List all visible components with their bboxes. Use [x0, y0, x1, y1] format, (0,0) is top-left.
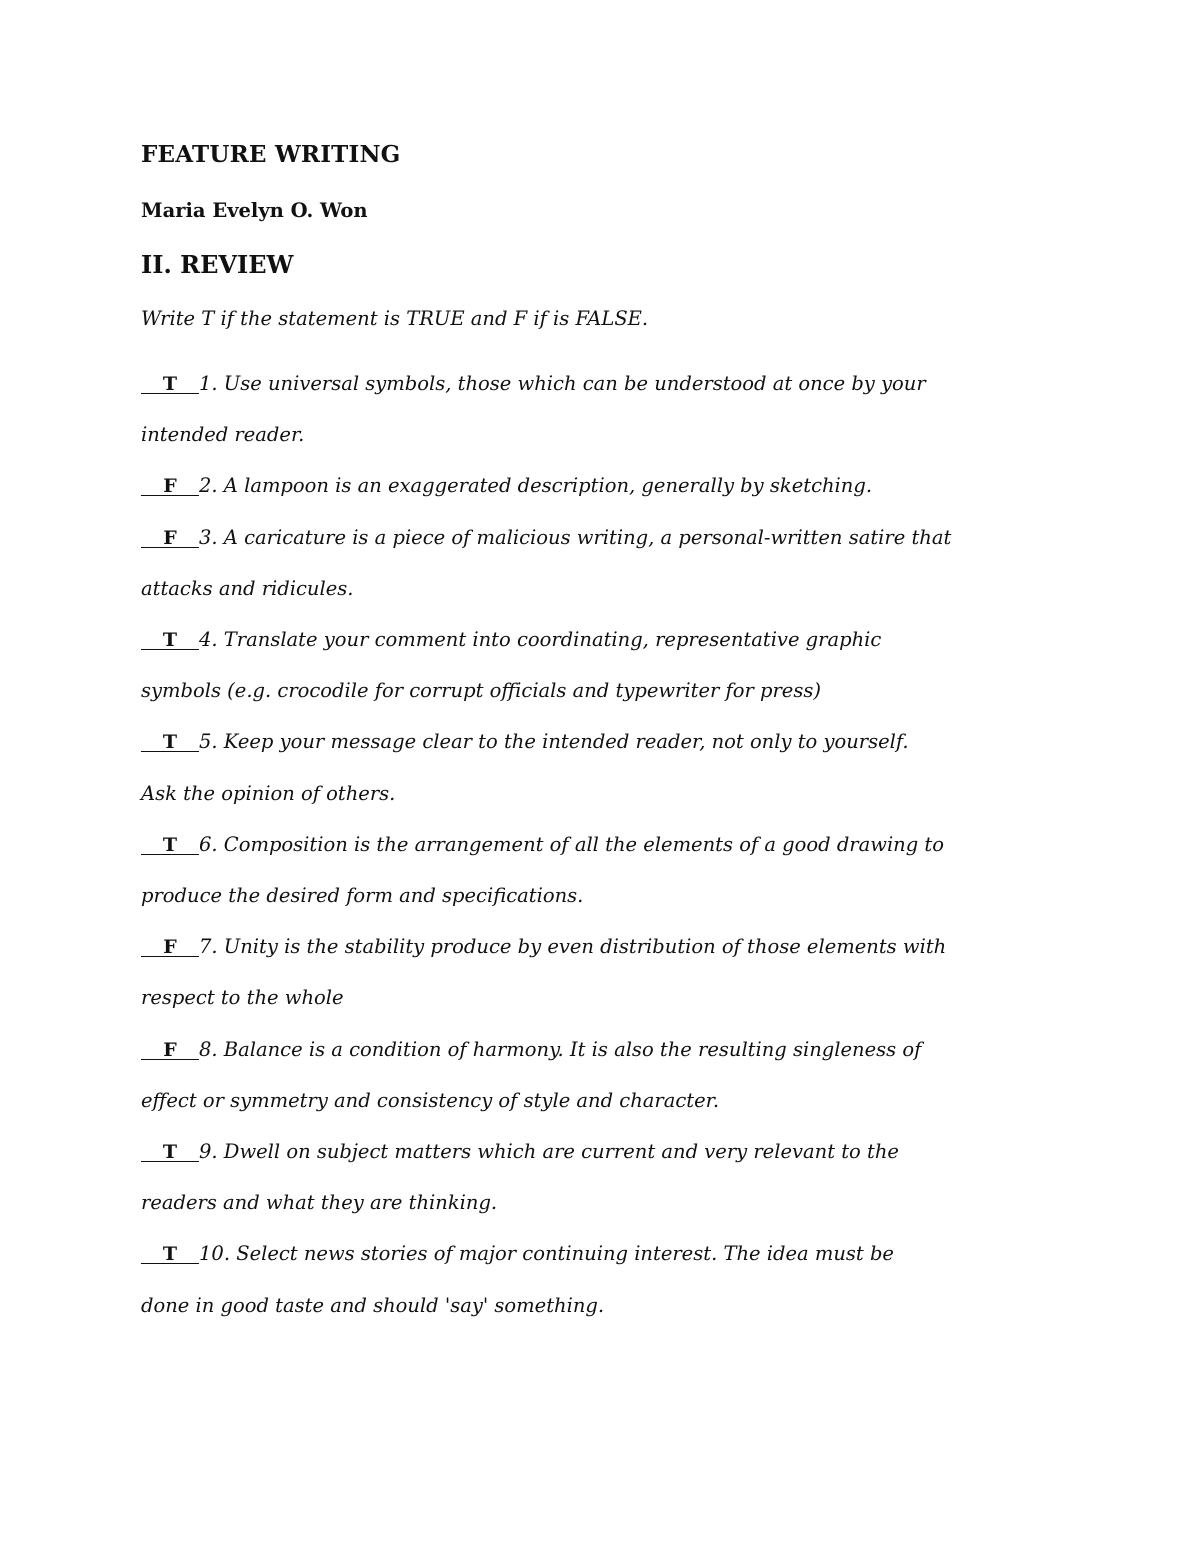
question-text: 5. Keep your message clear to the intended reader, not only to yourself.: [199, 730, 909, 754]
question-item-10: [141, 1228, 1101, 1330]
question-text: 10. Select news stories of major continuing interest. The idea must be: [199, 1242, 894, 1266]
section-heading: II. REVIEW: [141, 250, 294, 279]
question-line: [141, 1126, 1101, 1177]
question-item-4: [141, 614, 1101, 716]
question-continuation: symbols (e.g. crocodile for corrupt officials and typewriter for press): [141, 679, 821, 703]
question-text: 1. Use universal symbols, those which can be understood at once by your: [199, 372, 926, 395]
answer-blank: T: [141, 375, 199, 394]
answer-blank: T: [141, 1245, 199, 1264]
question-line: [141, 819, 1101, 870]
answer-blank: T: [141, 733, 199, 752]
answer-blank: F: [141, 477, 199, 496]
question-line: [141, 512, 1101, 563]
question-text: 6. Composition is the arrangement of all the elements of a good drawing to: [199, 832, 944, 856]
document-title: FEATURE WRITING: [141, 141, 401, 168]
question-continuation: Ask the opinion of others.: [141, 781, 396, 805]
question-continuation: produce the desired form and specifications.: [141, 884, 584, 908]
question-continuation: readers and what they are thinking.: [141, 1191, 498, 1215]
question-continuation: respect to the whole: [141, 986, 344, 1010]
answer-blank: T: [141, 1143, 199, 1162]
answer-blank: T: [141, 631, 199, 650]
question-text: 4. Translate your comment into coordinating, representative graphic: [199, 628, 882, 652]
question-line: [141, 921, 1101, 972]
question-line: [141, 1024, 1101, 1075]
author-name: Maria Evelyn O. Won: [141, 199, 368, 222]
question-text: 3. A caricature is a piece of malicious writing, a personal-written satire that: [199, 525, 952, 549]
question-line: [141, 1228, 1101, 1279]
question-item-3: [141, 512, 1101, 614]
question-item-7: [141, 921, 1101, 1023]
question-item-8: [141, 1024, 1101, 1126]
question-text: 2. A lampoon is an exaggerated description, generally by sketching.: [199, 474, 873, 498]
question-text: 7. Unity is the stability produce by even distribution of those elements with: [199, 935, 947, 959]
question-continuation: done in good taste and should 'say' something.: [141, 1293, 605, 1317]
question-item-5: [141, 716, 1101, 818]
question-item-6: [141, 819, 1101, 921]
answer-blank: F: [141, 938, 199, 957]
question-text: 8. Balance is a condition of harmony. It is also the resulting singleness of: [199, 1037, 922, 1061]
question-text: 9. Dwell on subject matters which are current and very relevant to the: [199, 1140, 899, 1164]
question-line: [141, 358, 1101, 409]
answer-blank: F: [141, 1041, 199, 1060]
instructions: Write T if the statement is TRUE and F if is FALSE.: [141, 307, 649, 330]
question-continuation: intended reader.: [141, 423, 305, 447]
question-line: [141, 460, 1101, 511]
answer-blank: T: [141, 836, 199, 855]
question-continuation: effect or symmetry and consistency of style and character.: [141, 1088, 720, 1112]
question-item-2: [141, 460, 1101, 511]
question-line: [141, 716, 1101, 767]
question-continuation: attacks and ridicules.: [141, 576, 354, 600]
question-item-9: [141, 1126, 1101, 1228]
question-item-1: [141, 358, 1101, 460]
question-list: [141, 358, 1101, 1331]
answer-blank: F: [141, 529, 199, 548]
question-line: [141, 614, 1101, 665]
